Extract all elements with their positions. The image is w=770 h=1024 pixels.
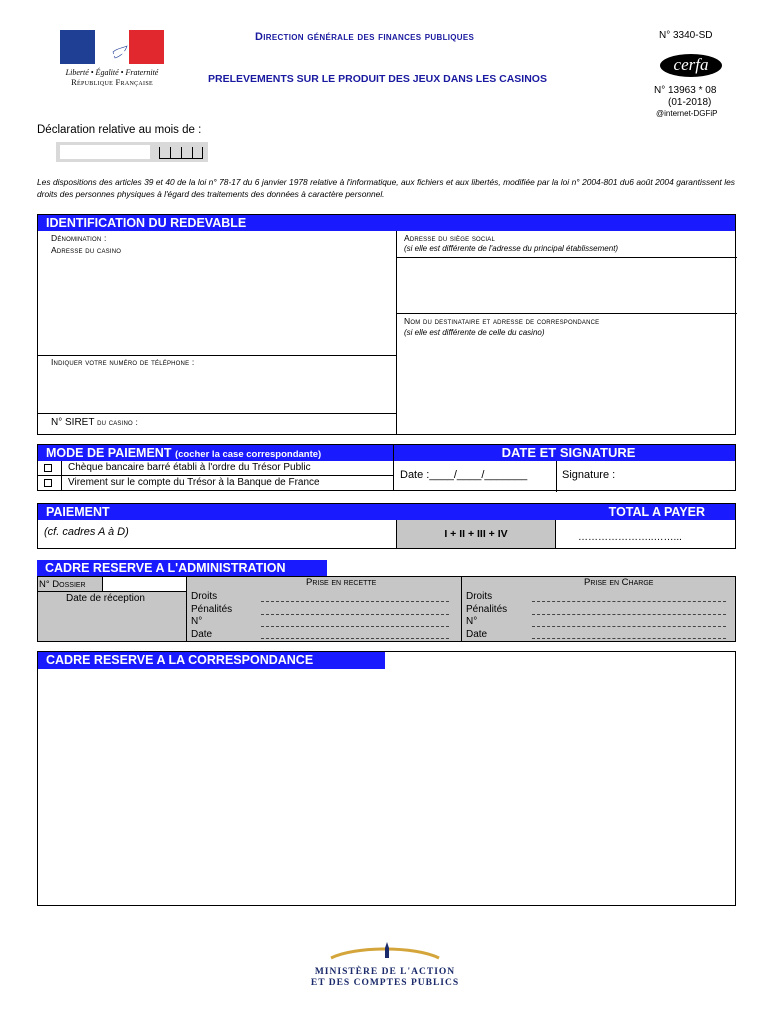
file-number-label: N° Dossier <box>39 579 86 590</box>
payment-section <box>37 503 736 549</box>
ministry-arc-icon <box>325 940 445 962</box>
correspondence-header: CADRE RESERVE A LA CORRESPONDANCE <box>38 652 385 669</box>
tricolor-flag <box>60 30 164 64</box>
siret-label: N° SIRET du casino : <box>51 417 139 428</box>
ministry-line2: ET DES COMPTES PUBLICS <box>310 978 460 988</box>
payment-note: (cf. cadres A à D) <box>44 526 129 538</box>
legal-notice: Les dispositions des articles 39 et 40 de la loi n° 78-17 du 6 janvier 1978 relative à l'informatique, aux fichiers et aux libertés, modifiée par la loi n° 2004-801 du6 août 2004 garantissent les droits des personnes physiques à l'égard des traitements des données à caractère personnel. <box>37 177 735 199</box>
head-office-label: Adresse du siège social <box>404 233 496 243</box>
casino-address-label: Adresse du casino <box>51 245 122 255</box>
republic-motto: Liberté • Égalité • Fraternité <box>65 68 159 77</box>
cerfa-date: (01-2018) <box>668 97 712 108</box>
denomination-label: Dénomination : <box>51 233 107 243</box>
marianne-icon <box>95 30 155 64</box>
ministry-logo <box>290 940 480 989</box>
payment-option-cheque[interactable]: Chèque bancaire barré établi à l'ordre du Trésor Public <box>38 461 393 476</box>
cerfa-logo: cerfa <box>660 54 722 77</box>
recipient-label: Nom du destinataire et adresse de correspondance <box>404 316 600 326</box>
admin-section <box>37 560 736 642</box>
file-number-field[interactable] <box>102 577 186 591</box>
declaration-month-field <box>56 142 208 162</box>
direction-title: Direction générale des finances publiques <box>255 31 475 43</box>
payment-option-transfer[interactable]: Virement sur le compte du Trésor à la Banque de France <box>38 476 393 491</box>
form-title: PRELEVEMENTS SUR LE PRODUIT DES JEUX DANS LES CASINOS <box>208 73 547 85</box>
phone-label: Indiquer votre numéro de téléphone : <box>51 357 195 367</box>
date-field[interactable]: Date :____/____/_______ <box>400 469 528 481</box>
prise-recette-label: Prise en recette <box>306 577 377 588</box>
checkbox-cheque[interactable] <box>44 464 52 472</box>
payment-header: PAIEMENT TOTAL A PAYER <box>38 504 735 520</box>
total-to-pay-field[interactable]: …………………..……... <box>578 532 682 543</box>
charge-labels: Droits Pénalités N° Date <box>466 591 508 640</box>
form-number: N° 3340-SD <box>659 30 713 41</box>
declaration-label: Déclaration relative au mois de : <box>37 124 202 136</box>
head-office-note: (si elle est différente de l'adresse du principal établissement) <box>404 244 619 253</box>
checkbox-transfer[interactable] <box>44 479 52 487</box>
prise-charge-label: Prise en Charge <box>584 577 654 588</box>
recipient-note: (si elle est différente de celle du casino) <box>404 328 545 337</box>
admin-header: CADRE RESERVE A L'ADMINISTRATION <box>37 560 327 576</box>
cerfa-number: N° 13963 * 08 <box>654 85 717 96</box>
payment-mode-header: MODE DE PAIEMENT (cocher la case correspondante) <box>38 445 393 461</box>
recette-labels: Droits Pénalités N° Date <box>191 591 233 640</box>
payment-formula: I + II + III + IV <box>396 520 556 548</box>
identification-section <box>37 214 736 435</box>
republique-francaise-logo <box>56 30 166 92</box>
signature-field[interactable]: Signature : <box>562 469 616 481</box>
republic-name: République Française <box>71 77 153 87</box>
date-signature-header: DATE ET SIGNATURE <box>394 445 735 461</box>
form-source: @internet-DGFiP <box>656 109 718 118</box>
correspondence-section[interactable] <box>37 651 736 906</box>
payment-mode-section <box>37 444 736 491</box>
year-input-boxes[interactable] <box>159 147 203 159</box>
ministry-line1: MINISTÈRE DE L'ACTION <box>314 967 456 977</box>
reception-date-label: Date de réception <box>66 593 145 604</box>
identification-header: IDENTIFICATION DU REDEVABLE <box>38 215 735 231</box>
month-input[interactable] <box>60 145 150 159</box>
